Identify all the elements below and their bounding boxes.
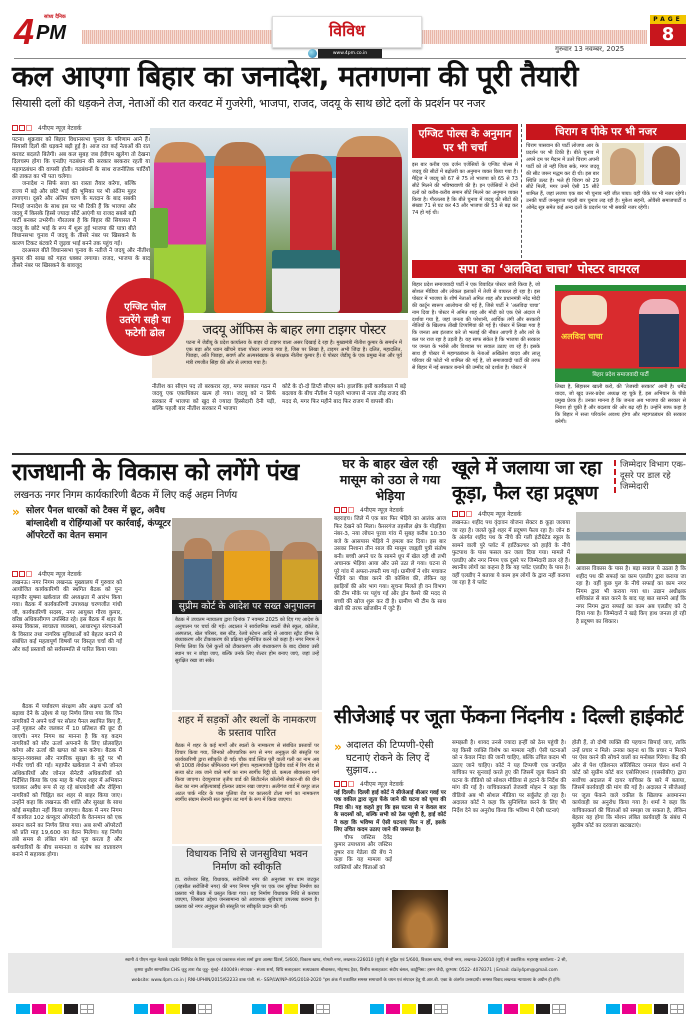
poster-caption: अलविदा चाचा [561, 332, 603, 341]
color-swatch [268, 1004, 282, 1014]
sp-text-2: लिखा है, सिंहासन खाली करो, की ‘तेजस्वी सरकार’ आनी है। धर्मेंद्र यादव, जो खुद उत्तर-प्रदेश अध्यक्ष रह चुके हैं, इस अभियान के पीछे प्रमुख प्रेरक हैं। उनका मानना है कि जनता अब भाजपा की सरकार से निराश हो चुकी है और बदलाव की ओर बढ़ रही है। उन्होंने साफ कहा है कि बिहार में सत्ता परिवर्तन अवश्य होगा और महागठबंधन की सरकार बनेगी। [555, 384, 686, 425]
capital-body [12, 570, 122, 654]
registration-grid-icon [316, 1004, 330, 1014]
registration-grid-icon [198, 1004, 212, 1014]
date: गुरुवार 13 नवम्बर, 2025 [555, 45, 625, 53]
tiger-title: जदयू ऑफिस के बाहर लगा टाइगर पोस्टर [202, 323, 386, 338]
color-swatch [182, 1004, 196, 1014]
capital-subhead: लखनऊ नगर निगम कार्यकारिणी बैठक में लिए कई अहम निर्णय [14, 489, 237, 501]
tiger-text: पटना में जेडीयू के प्रदेश कार्यालय के बाहर दो टाइगर वाला असर दिखाई दे रहा है। मुख्यमंत्री नीतीश कुमार के समर्थन में एक बड़ा और ध्यान खींचने वाला पोस्टर लगाया गया है, जिस पर लिखा है, टाइगर अभी जिंदा है। दलित, महादलित, पिछड़ा, अति पिछड़ा, सवर्ण और अल्पसंख्यक के संरक्षक नीतीश कुमार हैं। ये पोस्टर जेडीयू के एक प्रमुख नेता और पूर्व मंत्री रणजीत सिंहा की ओर से लगाया गया है। [186, 340, 402, 366]
cji-quote: अदालत की टिप्पणी-ऐसी घटनाएं रोकने के लिए दें सुझाव... [346, 740, 434, 776]
garbage-headline: खूले में जलाया जा रहा कूड़ा, फैल रहा प्रदूषण [452, 457, 602, 504]
garbage-body [452, 510, 570, 588]
registration-grid-icon [670, 1004, 684, 1014]
registration-grid-icon [80, 1004, 94, 1014]
exit-polls-box [412, 124, 518, 217]
chirag-box [526, 124, 686, 258]
lead-left-column [12, 124, 150, 270]
badge-text: एग्जिट पोल उतरेंगे सही या फटेगी ढोल [119, 301, 171, 339]
leader-figure [639, 299, 679, 367]
lead-headline: कल आएगा बिहार का जनादेश, मतगणना की पूरी तैयारी [12, 60, 579, 93]
exit-polls-title: एग्जिट पोल्स के अनुमान पर भी चर्चा [412, 124, 518, 158]
color-swatch-group [252, 1004, 332, 1016]
color-swatch [654, 1004, 668, 1014]
imprint-line-1: स्वामी 4 पीएम न्यूज़ नेटवर्क प्राइवेट लिमिटेड के लिए मुद्रक एवं प्रकाशक संजय शर्मा द्वारा आस्था प्रिंटर्स, 5/600, विकास खण्ड, गोमती नगर, लखनऊ-226010 (यूपी) से मुद्रित एवं 5/600, विकास खण्ड, गोमती नगर, लखनऊ-226010 (यूपी) से प्रकाशित। महाराष्ट्र कार्यालय:- 2 सी, [125, 958, 567, 963]
masthead-rule [14, 58, 686, 59]
color-swatch [16, 1004, 30, 1014]
lead-para3: दरअसल बीते विधानसभा चुनाव के नतीजे ने जदयू और नीतीश कुमार की साख को गहरा धक्का लगाया। राजद, भाजपा के बाद तीसरे नंबर पर खिसकने के बावजूद [12, 248, 150, 269]
burning-garbage-photo [576, 512, 686, 564]
sp-poster-image [555, 285, 686, 382]
page-number: 8 [650, 24, 686, 46]
evm-machine [272, 250, 340, 312]
color-swatch-group [606, 1004, 686, 1016]
person-4 [336, 136, 402, 313]
section-title: विविध [329, 21, 365, 40]
website-link[interactable]: www.4pm.co.in [332, 51, 368, 56]
bucket [150, 208, 168, 248]
color-swatch [300, 1004, 314, 1014]
mla-title: विधायक निधि से जनसुविधा भवन निर्माण को स्वीकृति [186, 849, 308, 873]
meeting-photo [172, 518, 322, 600]
lead-byline: 4पीएम न्यूज़ नेटवर्क [12, 124, 150, 132]
woman-figure [282, 542, 318, 600]
column-dash-1 [521, 124, 522, 258]
mayor-figure [224, 530, 270, 600]
imprint-line-3: website: www.4pm.co.in | RNI-UPHIN/2015/62233 डाक पंजी. सं.- SSP/LW/NP-495/2018-2020 "इस अंक में प्रकाशित समस्त समाचारों के चयन एवं संपादन हेतु पी.आर.बी. एक्ट के अंतर्गत उत्तरदायी। समस्त विवाद लखनऊ न्यायालय के अधीन ही होंगे। [131, 978, 561, 983]
lead-para4: नीतीश का सीएम पद तो बरकरार रहा, मगर सरकार गठन में जदयू एक एकाधिकार खत्म हो गया। जदयू को न सिर्फ सरकार में भाजपा को खुद से ज्यादा हिस्सेदारी देनी पड़ी, बल्कि पहली बार नीतीश सरकार में भाजपा [152, 384, 276, 413]
garbage-text-1: लखनऊ। शहीद पथ वृंदावन योजना सेक्टर 8 कूड़ा जलाया जा रहा है। जलते कूड़े शहर में प्रदूषण फैला रहा है। जोन 8 के अंतर्गत शहीद पथ के नीचे की गली इंटीग्रेटेड स्कूल के सामने वाली पुरे प्लॉट में हार्टिकल्चर को हाईवे के नीचे फुटपाथ के पास फसल कर जला दिया गया। मामले में एलडीए और नगर निगम एक दूसरे पर जिम्मेदारी डाल रहे हैं। स्थानीय लोगों का कहना है कि यह प्लॉट एलडीए के पास है। वहीं एलडीए ने बताया ये काम हम लोगों के द्वारा नहीं कराया जा रहा है ये प्लॉट [452, 520, 570, 586]
color-swatch-group [134, 1004, 214, 1016]
sc-text: बैठक में उच्चतम न्यायालय द्वारा दिनांक 7 नवम्बर 2025 को दिए गए आदेश के अनुपालन पर चर्चा की गई। अदालत ने सार्वजनिक स्थलों जैसे स्कूल, कॉलेज, अस्पताल, खेल परिसर, बस स्टैंड, रेलवे स्टेशन आदि से आवारा स्ट्रीट डॉग्स के बंध्याकरण और टीकाकरण की प्रक्रिया सुनिश्चित करने को कहा है। नगर निगम ने निर्णय लिया कि ऐसे कुत्तों को टीकाकरण और बंध्याकरण के बाद दोबारा उसी स्थान पर न छोड़ा जाए, बल्कि उनके लिए शेल्टर होम बनाए जाएं, जहां उन्हें सुरक्षित रखा जा सके। [175, 617, 319, 664]
cji-text-3: समझती है। शायद उनसे ज्यादा इन्हीं को ठेस पहुंची है। यह किसी व्यक्ति विशेष का मामला नहीं। ऐसी घटनाओं को न केवल निंदा की जानी चाहिए, बल्कि उचित कदम भी उठाए जाने चाहिए। कोर्ट ने यह टिप्पणी एक जनहित याचिका पर सुनवाई करते हुए की जिसमें जूता फेंकने की घटना के वीडियो को सोशल मीडिया से हटाने के निर्देश की मांग की गई है। याचिकाकर्ता तेजस्वी मोहन ने कहा कि वीडियो अब भी सोशल मीडिया पर सर्कुलेट हो रहा है। अदालत कोर्ट ने कहा कि सुनिश्चित करने के लिए भी निर्देश देने का अनुरोध किया कि भविष्य में ऐसी घटनाएं [452, 740, 566, 814]
color-swatch-group [488, 1004, 568, 1016]
byline-boxes-icon [12, 571, 32, 577]
color-swatch [488, 1004, 502, 1014]
color-swatch [536, 1004, 550, 1014]
capital-bullet: सोलर पैनल धारकों को टैक्स में छूट, अवैध बांग्लादेशी व रोहिंग्याओं पर कार्रवाई, कंप्यूटर ऑपरेटरों का वेतन समान [26, 506, 171, 541]
lead-para5: कोटे के दो-दो डिप्टी सीएम बने। हालांकि इसी कार्यकाल में बड़े बदलाव के बीच नीतीश ने पहले भाजपा से नाता तोड़ राजद की मदद से, मगर फिर महीने बाद फिर राजग में वापसी की। [282, 384, 406, 405]
side-note-text: जिम्मेदार विभाग एक-दूसरे पर डाल रहे जिम्मेदारी [620, 460, 686, 492]
chirag-text: चिराग पासवान की पार्टी लोजपा आर के प्रदर्शन पर भी टिकी है। बीते चुनाव में अपने दम पर मैदान में उतरे चिराग अपनी पार्टी को तो नहीं जिता सके, मगर जदयू की सीट जरूर मद्धम कर दी थी। इस बार स्थिति उलट है। भले ही चिराग को 29 सीटें मिलीं, मगर उनमें ऐसी 15 सीटें शामिल हैं, जहां लजपा एक बार भी चुनाव नहीं जीत पाया। वहीं पीके पर भी नजर रहेगी। उनकी पार्टी जनसुराज पहली बार चुनाव लड़ रही है। मुकेश सहनी, ओवैसी समाजपार्टी व ओमेंद्र सूत्र समेत कई अन्य दलों के प्रदर्शन पर भी सबकी नजर रहेगी। [526, 143, 686, 212]
byline-boxes-icon [334, 781, 354, 787]
capital-byline: 4पीएम न्यूज़ नेटवर्क [12, 570, 122, 578]
byline-boxes-icon [452, 511, 472, 517]
color-registration-bar [16, 1004, 686, 1016]
globe-icon [308, 49, 317, 58]
registration-grid-icon [552, 1004, 566, 1014]
section-rule [12, 453, 686, 455]
naming-box [172, 712, 322, 844]
logo-tagline: सांध्य दैनिक [44, 14, 66, 20]
cji-text-4: होती हैं, तो दोषी व्यक्ति की पहचान छिपाई जाए, ताकि उन्हें प्रचार न मिले। उनका कहना था कि प्रचार न मिलने पर ऐसा करने की सोचने वालों का मनोबल गिरेगा। केंद्र की ओर से पेश एडिशनल सॉलिसिटर जनरल चेतन शर्मा ने कोर्ट को सुप्रीम कोर्ट बार एसोसिएशन (एससीबीए) द्वारा सर्वोच्च अदालत में दायर याचिका के बारे में बताया, जिसमें कार्यवाही की मांग की गई है। अदालत ने सीजेआई पर जूता फेंकने वाले वकील के खिलाफ अवमानना कार्यवाही का अनुरोध किया गया है। शर्मा ने कहा कि याचिकाकर्ता की चिंताओं को समझा जा सकता है, लेकिन बेहतर यह होगा कि मोशन लंबित कार्यवाही के संबंध में सुप्रीम कोर्ट का दरवाजा खटखटाएं। [572, 740, 686, 829]
chevron-right-icon: » [12, 505, 20, 519]
color-swatch [606, 1004, 620, 1014]
garbage-side-note [614, 460, 686, 493]
color-swatch [370, 1004, 384, 1014]
cji-byline: 4पीएम न्यूज़ नेटवर्क [334, 780, 446, 788]
masthead-stripe-left [82, 30, 272, 44]
logo [14, 10, 84, 52]
capital-para2: बैठक में पर्यावरण संरक्षण और अक्षय ऊर्जा को बढ़ावा देने के उद्देश्य से यह निर्णय लिया गया कि जिन नागरिकों ने अपने घरों पर सोलर पैनल स्थापित किए हैं, उन्हें गृहकर और जलकर में 10 प्रतिशत की छूट दी जाएगी। नगर निगम का मानना है कि यह कदम नागरिकों को सौर ऊर्जा अपनाने के लिए प्रोत्साहित करेगा और ऊर्जा की खपत को कम करेगा। बैठक में कानून-व्यवस्था और नागरिक सुरक्षा के मुद्दे पर भी गंभीर चर्चा की गई। महापौर खर्कवाल ने सभी जोनल अधिकारियों और जोनल सेनेटरी अधिकारियों को निर्देशित किया कि एक माह के भीतर शहर में अभियान चलाकर अवैध रूप से रह रहे बांग्लादेशी और रोहिंग्या नागरिकों को चिह्नित कर शहर से बाहर किया जाए। उन्होंने कहा कि लखनऊ की शांति और सुरक्षा के साथ कोई समझौता नहीं किया जाएगा। बैठक में नगर निगम में कार्यरत 102 कंप्यूटर ऑपरेटरों के वेतनमान को एक समान करने का निर्णय लिया गया। अब सभी ऑपरेटरों को प्रति माह 19,600 का वेतन मिलेगा। यह निर्णय लंबे समय से लंबित मांग को पूरा करता है और कर्मचारियों के बीच समानता व संतोष का वातावरण बनाने में सहायक होगा। [12, 704, 122, 859]
imprint-line-2: कृष्णा कुटीर सामाजिक CHS जुहू तारा रोड जुहू- मुंबई- 400049। संपादक - संजय शर्मा, विधि सलाहकार: सत्यप्रकाश श्रीवास्तव, मोहम्मद हैदर, वित्तीय सलाहकार: संदीप बंसल, कार्टूनिस्ट: हसन जैदी, दूरभाष: 0522- 4078371 | Email: daily4pm@gmail.com [134, 968, 558, 973]
garbage-byline: 4पीएम न्यूज़ नेटवर्क [452, 510, 570, 518]
person-3 [290, 154, 332, 264]
color-swatch [504, 1004, 518, 1014]
cji-text-1: नई दिल्ली। दिल्ली हाई कोर्ट ने सीजेआई बीआर गवई पर एक वकील द्वारा जूता फेंके जाने की घटना को घृणा की निंदा की। यह कहते हुए कि इस घटना से न केवल बार के सदस्यों को, बल्कि सभी को ठेस पहुंची है, हाई कोर्ट ने कहा कि भविष्य में ऐसी घटनाएं फिर न हों, इसके लिए उचित कदम उठाए जाने की जरूरत है। [334, 789, 446, 833]
wolf-story [334, 456, 446, 614]
exit-poll-badge [106, 278, 184, 356]
cji-text-2: चीफ जस्टिस देवेंद्र कुमार उपाध्याय और जस्टिस तुषार राव गेडेला की बेंच ने कहा कि यह मामला कई व्यक्तियों और चिंताओं को [334, 834, 392, 871]
mla-text: डा. राजेश्वर सिंह, विधायक, सरोजिनी नगर की अनुशंसा पर ग्राम जटकुर (तहसील सरोजिनी नगर) की नगर निगम भूमि पर एक जन सुविधा निर्माण का प्रस्ताव भी बैठक में प्रस्तुत किया गया। यह निर्माण विधायक निधि से कराया जाएगा, जिसका उद्देश्य जनसामान्य को आवश्यक सुविधाएं उपलब्ध कराना है। प्रस्ताव को नगर अनुकूल की संस्तुति पर स्वीकृति प्रदान की गई। [175, 877, 319, 911]
color-swatch [638, 1004, 652, 1014]
logo-pm: PM [36, 22, 66, 44]
evm-photo [150, 128, 408, 313]
exit-polls-text: इस बार करीब एक दर्जन एजेंसियों के एग्जिट पोल्स में जदयू की सीटों में बढ़ोतरी का अनुमान व्यक्त किया गया है। मैट्रिज ने जदयू को 67 से 75 तो भाजपा को 65 से 73 सीटें मिलने की भविष्यवाणी की है। इन एजेंसियों ने दोनों दलों को करीब-करीब समान सीटें मिलने का अनुमान व्यक्त किया है। गौरतलब है कि बीते चुनाव में जदयू की सीटों की संख्या 71 से घट कर 43 और भाजपा की 53 से बढ़ कर 74 हो गई थी। [412, 162, 518, 217]
tiger-poster-box [152, 320, 408, 378]
lead-para1: पटना। शुक्रवार को बिहार विधानसभा चुनाव के परिणाम आने हैं। सियासी दिलों की धड़कने बढ़ी हुई है। आज रात कई नेताओं की रात करवट बदलते बितेगी। अब कल सुबह जब ईवीएम खुलेगा तो देखना दिलचस्प होगा कि एनडीए गठबंधन की सरकार बरकरार रहती या महागठबंधन की वापसी होती। गठबंधनों के साथ राजनीतिक पार्टियों की ताकत का भी पता चलेगा। [12, 137, 150, 181]
color-swatch-group [370, 1004, 450, 1016]
color-swatch [386, 1004, 400, 1014]
color-swatch [622, 1004, 636, 1014]
masthead [0, 0, 692, 56]
cji-quote-box [334, 740, 446, 872]
chirag-pk-photo [602, 143, 686, 185]
poster-footer: बिहार प्रदेश समाजवादी पार्टी [592, 372, 649, 378]
capital-headline: राजधानी के विकास को लगेंगे पंख [12, 458, 299, 486]
imprint [8, 953, 684, 993]
capital-para1: लखनऊ। नगर निगम लखनऊ मुख्यालय में गुरुवार को आयोजित कार्यकारिणी की स्थगित बैठक को पुनः महापौर सुषमा खर्कवाल की अध्यक्षता में आरंभ किया गया। बैठक में कार्यकारिणी उपाध्यक्ष चरणजीत गांधी जी, कार्यकारिणी सदस्य, नगर आयुक्त गौरव कुमार, वरिष्ठ अधिकारीगण उपस्थित रहे। इस बैठक में शहर के समग्र विकास, स्वच्छता व्यवस्था, आधारभूत संरचनाओं के विस्तार तथा नागरिक सुविधाओं को बेहतर बनाने से संबंधित कई महत्वपूर्ण विषयों पर विस्तृत चर्चा की गई और कई प्रस्तावों को सर्वसम्मति से पारित किया गया। [12, 580, 122, 653]
color-swatch [134, 1004, 148, 1014]
cartoon-figures [561, 295, 607, 325]
person-2 [214, 142, 266, 313]
masthead-stripe-right [422, 30, 647, 44]
sc-box [172, 600, 322, 710]
capital-bullet-box [12, 505, 172, 543]
registration-grid-icon [434, 1004, 448, 1014]
naming-title: शहर में सड़कों और स्थलों के नामकरण के प्रस्ताव पारित [177, 715, 317, 739]
mla-box [172, 846, 322, 948]
naming-text: बैठक में शहर के कई मार्गों और स्थलों के नामकरण से संबंधित प्रस्तावों पर विचार किया गया, जिनको औपचारिक रूप से नगर अनुकूल की संस्तुति पर कार्यकारिणी द्वारा स्वीकृति दी गई। चौक वार्ड स्थित पुरी वाली गली का नाम अब श्री 1008 तीर्थंकर श्रीमितराय मार्ग होगा। महात्मागांधी द्वितीय वार्ड में रिंग रोड से सत्या स्टेट तक जाने वाले मार्ग का नाम स्वर्गीय रिट्ठी प्रो. कमला श्रीवास्तव मार्ग किया जाएगा। देवपुरवाज तृतीय वार्ड की सिटीटर्नल कॉलोनी सेक्टर-बी की ग्रीन बेल्ट का नाम अहिल्याबाई होल्कर उद्यान रखा जाएगा। अलीगंज वार्ड में कपूर ताल अटल पार्क नदिर के पास पुलिया रोड पर कालरती टोला मार्ग का नामकरण स्वर्गीय संग्राम सेनानी सत कुमार तट मार्ग के रूप में किया जाएगा। [175, 743, 319, 804]
wolf-text: बहराइच। जिले में एक बार फिर भेड़िये का आतंक आज फिर देखने को मिला। कैसरगंज तहसील क्षेत्र के गोड़हिया नंबर-3, नया लोघन पुरवा गांव में सुबह करीब 10:30 बजे के आसपास भेड़िये ने हमला कर दिया। इस बार उसका निशाना तीन साल की मासूम जाह्नवी पुत्री संतोष बनी। बच्ची अपने घर के सामने धूप में खेल रही थी तभी अचानक भेड़िया आया और उसे उठा ले गया। घटना से पूरे गांव में अफरा-तफरी मच गई। ग्रामीणों ने शोर मचाकर भेड़िये का पीछा करने की कोशिश की, लेकिन वह झाड़ियों की ओर भाग गया। सूचना मिलते ही वन विभाग की टीम मौके पर पहुंच गई और ड्रोन कैमरे की मदद से बच्ची की खोज शुरू कर दी है। ग्रामीण भी टीम के साथ खेतों की तरफ खोजबीन में जुटे हैं। [334, 516, 446, 612]
color-swatch [520, 1004, 534, 1014]
chirag-title: चिराग व पीके पर भी नजर [526, 124, 686, 140]
byline-boxes-icon [334, 507, 354, 513]
color-swatch [150, 1004, 164, 1014]
website-pill[interactable] [318, 49, 382, 58]
chirag-face [652, 146, 680, 185]
color-swatch [64, 1004, 78, 1014]
color-swatch-group [16, 1004, 96, 1016]
byline-boxes-icon [12, 125, 32, 131]
sc-title: सुप्रीम कोर्ट के आदेश पर सख्त अनुपालन [172, 600, 322, 614]
color-swatch [32, 1004, 46, 1014]
poster-header-band [555, 285, 686, 291]
lead-para2: जनादेश न सिर्फ सत्ता का रास्ता तैयार करेगा, बल्कि राज्य में बड़े और छोटे भाई की भूमिका पर भी अंतिम मुहर लगाएगा। दूसरे और अंतिम चरण के मतदान के बाद सबकी निगाहें जनादेश के साथ इस पर भी टिकी हैं कि भाजपा और जदयू में किसके हिस्से ज्यादा सीटें आएंगी या राजद सबसे बड़ी पार्टी बनकर उभरेगी। गौरतलब है कि बिहार की सियासत में जदयू के छोटे भाई के रूप में शुरू हुई भाजपा की यात्रा बीते विधानसभा चुनाव में जदयू के तीसरे नंबर पर खिसकने के कारण टिकट बंटवारे में जुड़वा भाई बनने तक पहुंच गई। [12, 181, 136, 247]
color-swatch [166, 1004, 180, 1014]
wolf-headline: घर के बाहर खेल रही मासूम को उठा ले गया भेड़िया [339, 456, 441, 503]
chevron-right-icon: » [334, 740, 342, 754]
man-figure [184, 538, 212, 600]
page-label: PAGE [650, 15, 686, 24]
logo-number: 4 [14, 11, 35, 52]
pk-face [610, 148, 636, 185]
color-swatch [48, 1004, 62, 1014]
color-swatch [402, 1004, 416, 1014]
sp-text-1: बिहार प्रदेश समाजवादी पार्टी ने एक विवादित पोस्टर जारी किया है, जो सोशल मीडिया और लोकल इलाकों में तेजी से वायरल हो रहा है। इस पोस्टर में भाजपा के शीर्ष नेताओं अमित शाह और प्रधानमंत्री नरेंद्र मोदी की कार्टून स्वरूप आलोचना की गई है, जिसे पार्टी ने ‘अलविदा चाचा’ नाम दिया है। पोस्टर में अमित शाह और मोदी को एक ऐसे अंदाज में दर्शाया गया है, जहां जनता की परेशानी, आर्थिक तंगी और सरकारी नीतियों के खिलाफ तीखी टिप्पणियां की गई हैं। पोस्टर में लिखा गया है कि जनता अब इंतजार करे तो भलाई की नौबत आएगी है और तारे के बल पर राज रहा है उड़ती है। यह साफ संकेत है कि भाजपा की सरकार पर जनता के भरोसे और विश्वास पर सवाल उठाए जा रहे हैं। इसके साथ ही पोस्टर में महागठबंधन के नेताओं अखिलेश यादव और लालू परिवार की फोटो भी शामिल की गई है, जो समाजवादी पार्टी की तरफ से बिहार में नई सरकार बनाने की उम्मीद को दर्शाता है। पोस्टर में [412, 282, 540, 371]
section-box [272, 16, 422, 48]
garbage-text-2: आवास विकास के पास है। बड़ा सवाल ये उठता है कि शहीद पथ की सफाई का काम एलडीए द्वारा कराया जा रहा है। वहीं कुछ पुल के नीचे सफाई का काम नगर निगम द्वारा भी कराया गया था। उद्यान अधीक्षक शशिकांत से बात करने के बाद यह बात सामने आई कि नगर निगम द्वारा सफाई का काम अब एलडीए को दे दिया गया है। जिम्मेदारों ने खड़े किए हाथ जनता हो रही है प्रदूषण का शिकार। [576, 566, 686, 625]
wolf-byline: 4पीएम न्यूज़ नेटवर्क [334, 506, 446, 514]
lead-subhead: सियासी दलों की धड़कने तेज, नेताओं की रात करवट में गुजरेगी, भाजपा, राजद, जदयू के साथ छोटे दलों के प्रदर्शन पर नजर [12, 97, 485, 110]
sp-poster-title: सपा का ‘अलविदा चाचा’ पोस्टर वायरल [412, 260, 686, 278]
cji-headline: सीजेआई पर जूता फेंकना निंदनीय : दिल्ली हाईकोर्ट [334, 705, 683, 728]
color-swatch [418, 1004, 432, 1014]
gavel-photo [392, 890, 448, 948]
color-swatch [284, 1004, 298, 1014]
color-swatch [252, 1004, 266, 1014]
